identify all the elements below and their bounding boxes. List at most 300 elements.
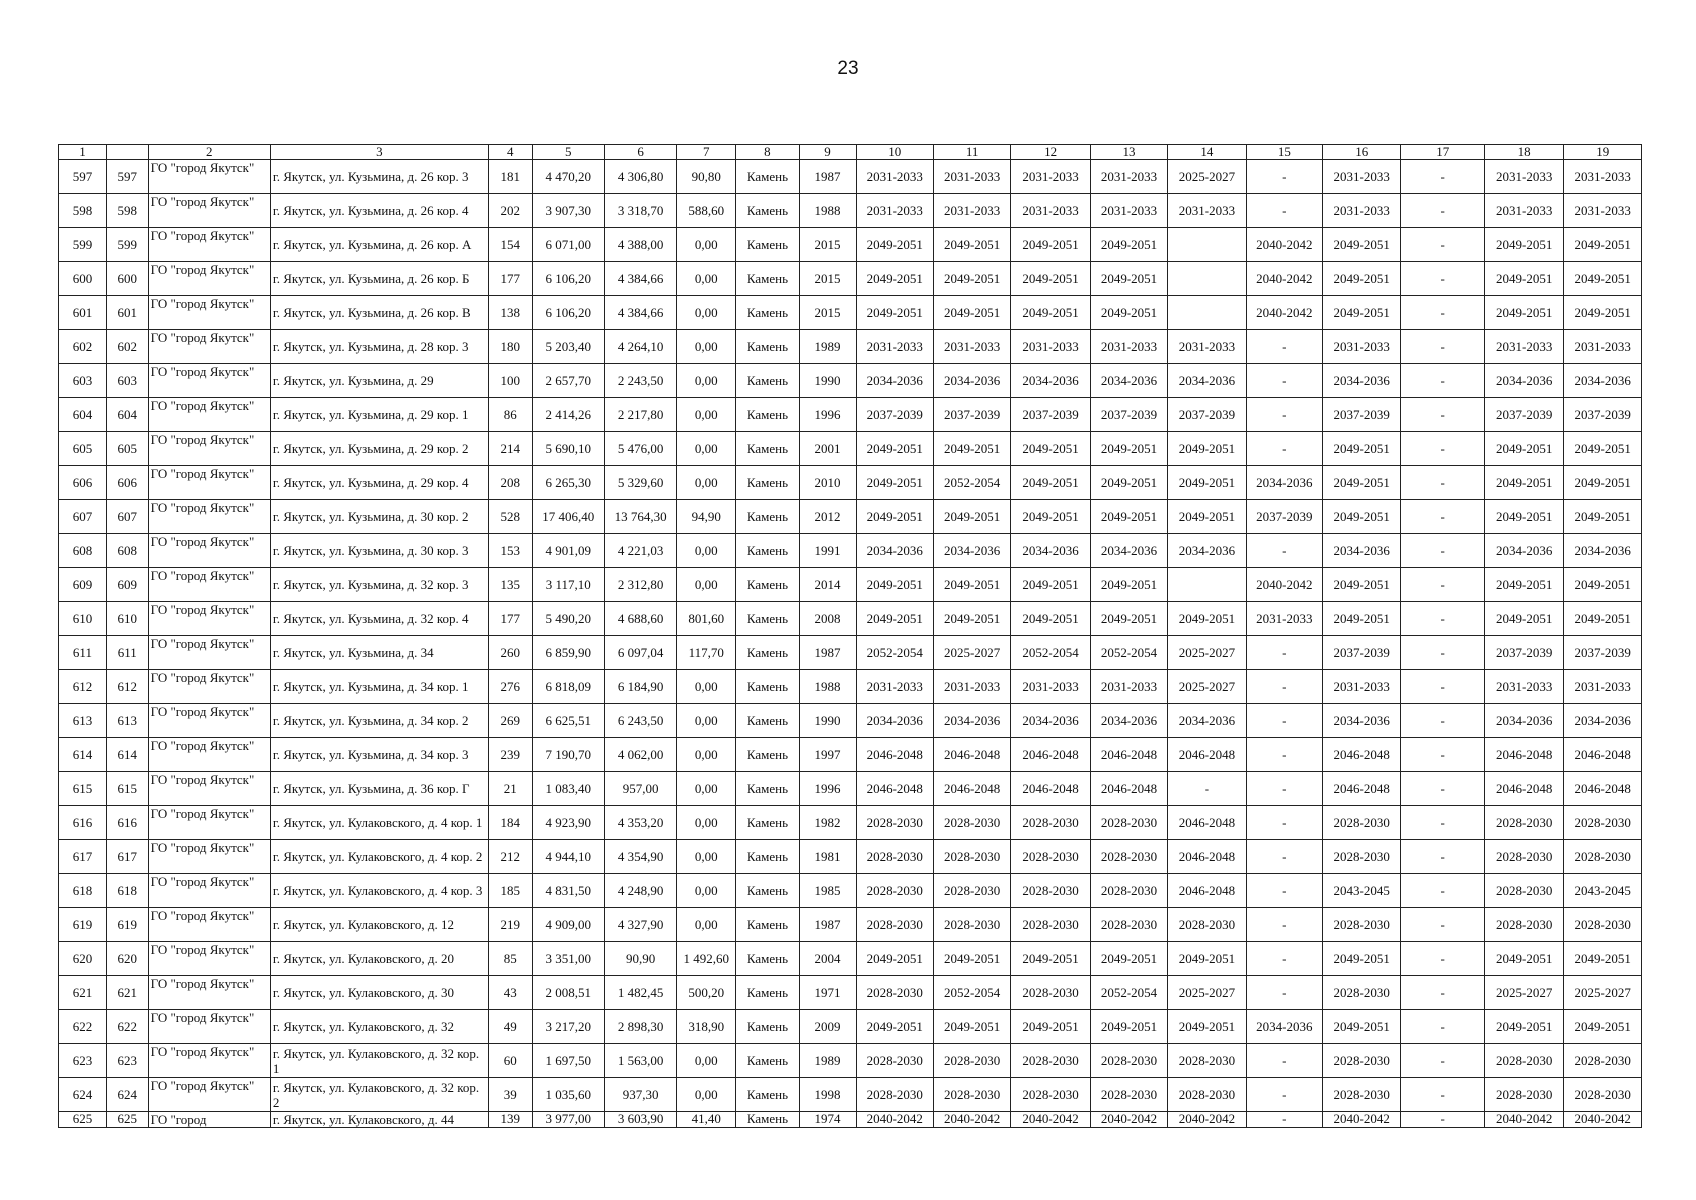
- table-cell-col-14: 2028-2030: [1090, 840, 1167, 874]
- table-cell-col-3: ГО "город Якутск": [148, 466, 270, 500]
- table-cell-col-16: -: [1246, 1044, 1322, 1078]
- table-cell-col-5: 181: [488, 160, 532, 194]
- table-cell-col-6: 6 106,20: [532, 262, 604, 296]
- table-cell-col-7: 4 062,00: [604, 738, 676, 772]
- table-cell-col-5: 528: [488, 500, 532, 534]
- table-cell-col-19: 2040-2042: [1484, 1112, 1563, 1128]
- table-cell-col-1: 597: [59, 160, 107, 194]
- table-cell-col-18: -: [1401, 568, 1485, 602]
- table-cell-col-11: 2046-2048: [856, 772, 933, 806]
- table-cell-col-14: 2046-2048: [1090, 772, 1167, 806]
- table-cell-col-8: 90,80: [677, 160, 736, 194]
- table-cell-col-5: 100: [488, 364, 532, 398]
- table-cell-col-17: 2049-2051: [1323, 942, 1401, 976]
- table-cell-col-9: Камень: [736, 772, 799, 806]
- table-cell-col-2: 597: [106, 160, 148, 194]
- table-cell-col-14: 2028-2030: [1090, 1078, 1167, 1112]
- table-cell-col-12: 2049-2051: [933, 296, 1010, 330]
- table-cell-col-3: ГО "город Якутск": [148, 228, 270, 262]
- table-cell-col-11: 2028-2030: [856, 1044, 933, 1078]
- table-cell-col-9: Камень: [736, 160, 799, 194]
- table-cell-col-2: 602: [106, 330, 148, 364]
- table-cell-col-4: г. Якутск, ул. Кулаковского, д. 32: [270, 1010, 488, 1044]
- table-cell-col-5: 180: [488, 330, 532, 364]
- table-cell-col-13: 2049-2051: [1011, 602, 1090, 636]
- table-cell-col-6: 7 190,70: [532, 738, 604, 772]
- table-cell-col-14: 2049-2051: [1090, 466, 1167, 500]
- table-cell-col-14: 2049-2051: [1090, 568, 1167, 602]
- header-row: [59, 145, 1642, 160]
- table-cell-col-16: -: [1246, 1078, 1322, 1112]
- table-cell-col-2: 621: [106, 976, 148, 1010]
- table-cell-col-13: 2028-2030: [1011, 908, 1090, 942]
- table-cell-col-16: -: [1246, 976, 1322, 1010]
- table-cell-col-6: 4 923,90: [532, 806, 604, 840]
- table-cell-col-3: ГО "город Якутск": [148, 500, 270, 534]
- table-cell-col-11: 2028-2030: [856, 1078, 933, 1112]
- table-cell-col-13: 2028-2030: [1011, 874, 1090, 908]
- table-cell-col-19: 2031-2033: [1484, 160, 1563, 194]
- table-cell-col-7: 2 243,50: [604, 364, 676, 398]
- table-cell-col-6: 6 625,51: [532, 704, 604, 738]
- column-header-12: 11: [933, 145, 1010, 160]
- table-cell-col-20: 2040-2042: [1564, 1112, 1642, 1128]
- table-cell-col-3: ГО "город Якутск": [148, 1010, 270, 1044]
- table-cell-col-7: 4 248,90: [604, 874, 676, 908]
- table-cell-col-20: 2049-2051: [1564, 466, 1642, 500]
- table-cell-col-10: 2015: [799, 228, 856, 262]
- table-cell-col-5: 214: [488, 432, 532, 466]
- table-cell-col-9: Камень: [736, 738, 799, 772]
- table-cell-col-1: 615: [59, 772, 107, 806]
- table-cell-col-16: 2040-2042: [1246, 262, 1322, 296]
- table-cell-col-11: 2049-2051: [856, 1010, 933, 1044]
- page-number: 23: [837, 58, 859, 79]
- table-cell-col-14: 2049-2051: [1090, 262, 1167, 296]
- table-cell-col-20: 2025-2027: [1564, 976, 1642, 1010]
- table-cell-col-4: г. Якутск, ул. Кузьмина, д. 26 кор. А: [270, 228, 488, 262]
- table-cell-col-12: 2034-2036: [933, 364, 1010, 398]
- table-row: [59, 228, 1642, 262]
- table-cell-col-4: г. Якутск, ул. Кулаковского, д. 44: [270, 1112, 488, 1128]
- table-cell-col-20: 2037-2039: [1564, 636, 1642, 670]
- table-cell-col-9: Камень: [736, 432, 799, 466]
- table-cell-col-4: г. Якутск, ул. Кузьмина, д. 28 кор. 3: [270, 330, 488, 364]
- table-cell-col-1: 606: [59, 466, 107, 500]
- table-cell-col-3: ГО "город Якутск": [148, 160, 270, 194]
- table-cell-col-5: 139: [488, 1112, 532, 1128]
- table-cell-col-2: 609: [106, 568, 148, 602]
- table-row: [59, 160, 1642, 194]
- table-cell-col-12: 2052-2054: [933, 976, 1010, 1010]
- table-cell-col-10: 1971: [799, 976, 856, 1010]
- table-cell-col-6: 4 909,00: [532, 908, 604, 942]
- table-cell-col-20: 2031-2033: [1564, 670, 1642, 704]
- table-cell-col-5: 177: [488, 262, 532, 296]
- column-header-18: 17: [1401, 145, 1485, 160]
- table-cell-col-5: 208: [488, 466, 532, 500]
- table-cell-col-16: -: [1246, 160, 1322, 194]
- table-cell-col-12: 2028-2030: [933, 908, 1010, 942]
- table-cell-col-15: -: [1168, 772, 1246, 806]
- table-cell-col-13: 2028-2030: [1011, 1078, 1090, 1112]
- table-cell-col-15: 2025-2027: [1168, 670, 1246, 704]
- table-cell-col-3: ГО "город Якутск": [148, 976, 270, 1010]
- table-cell-col-20: 2049-2051: [1564, 500, 1642, 534]
- table-cell-col-15: [1168, 568, 1246, 602]
- table-cell-col-7: 4 384,66: [604, 296, 676, 330]
- table-cell-col-15: 2049-2051: [1168, 1010, 1246, 1044]
- table-cell-col-9: Камень: [736, 636, 799, 670]
- column-header-13: 12: [1011, 145, 1090, 160]
- table-cell-col-14: 2037-2039: [1090, 398, 1167, 432]
- table-cell-col-6: 2 657,70: [532, 364, 604, 398]
- table-cell-col-14: 2034-2036: [1090, 704, 1167, 738]
- table-cell-col-3: ГО "город Якутск": [148, 1078, 270, 1112]
- table-cell-col-15: 2031-2033: [1168, 194, 1246, 228]
- table-cell-col-17: 2031-2033: [1323, 330, 1401, 364]
- table-row: [59, 806, 1642, 840]
- column-header-16: 15: [1246, 145, 1322, 160]
- table-cell-col-5: 86: [488, 398, 532, 432]
- table-cell-col-6: 3 117,10: [532, 568, 604, 602]
- table-cell-col-1: 625: [59, 1112, 107, 1128]
- table-cell-col-1: 603: [59, 364, 107, 398]
- table-cell-col-20: 2049-2051: [1564, 432, 1642, 466]
- table-cell-col-7: 4 384,66: [604, 262, 676, 296]
- table-cell-col-2: 615: [106, 772, 148, 806]
- table-cell-col-9: Камень: [736, 330, 799, 364]
- table-cell-col-18: -: [1401, 976, 1485, 1010]
- table-cell-col-12: 2028-2030: [933, 806, 1010, 840]
- table-cell-col-15: 2049-2051: [1168, 942, 1246, 976]
- table-cell-col-16: -: [1246, 908, 1322, 942]
- table-cell-col-9: Камень: [736, 908, 799, 942]
- table-cell-col-1: 613: [59, 704, 107, 738]
- table-cell-col-8: 1 492,60: [677, 942, 736, 976]
- table-cell-col-11: 2034-2036: [856, 704, 933, 738]
- table-cell-col-19: 2034-2036: [1484, 364, 1563, 398]
- table-cell-col-5: 269: [488, 704, 532, 738]
- table-cell-col-6: 6 106,20: [532, 296, 604, 330]
- table-cell-col-14: 2049-2051: [1090, 1010, 1167, 1044]
- table-cell-col-1: 614: [59, 738, 107, 772]
- table-cell-col-3: ГО "город Якутск": [148, 738, 270, 772]
- table-cell-col-18: -: [1401, 228, 1485, 262]
- table-cell-col-6: 3 217,20: [532, 1010, 604, 1044]
- table-cell-col-7: 4 388,00: [604, 228, 676, 262]
- table-cell-col-11: 2028-2030: [856, 908, 933, 942]
- table-cell-col-10: 1987: [799, 908, 856, 942]
- table-cell-col-17: 2031-2033: [1323, 670, 1401, 704]
- table-cell-col-2: 614: [106, 738, 148, 772]
- table-row: [59, 908, 1642, 942]
- table-cell-col-8: 0,00: [677, 670, 736, 704]
- table-cell-col-19: 2034-2036: [1484, 704, 1563, 738]
- table-cell-col-13: 2031-2033: [1011, 194, 1090, 228]
- table-cell-col-8: 0,00: [677, 772, 736, 806]
- table-cell-col-18: -: [1401, 160, 1485, 194]
- table-cell-col-11: 2052-2054: [856, 636, 933, 670]
- table-cell-col-18: -: [1401, 500, 1485, 534]
- table-cell-col-8: 0,00: [677, 704, 736, 738]
- table-cell-col-13: 2028-2030: [1011, 1044, 1090, 1078]
- table-cell-col-8: 0,00: [677, 296, 736, 330]
- table-cell-col-19: 2028-2030: [1484, 908, 1563, 942]
- table-cell-col-1: 601: [59, 296, 107, 330]
- table-cell-col-14: 2049-2051: [1090, 228, 1167, 262]
- table-row: [59, 1044, 1642, 1078]
- table-cell-col-3: ГО "город Якутск": [148, 296, 270, 330]
- table-cell-col-3: ГО "город Якутск": [148, 908, 270, 942]
- table-cell-col-8: 0,00: [677, 568, 736, 602]
- table-cell-col-19: 2049-2051: [1484, 296, 1563, 330]
- column-header-5: 4: [488, 145, 532, 160]
- table-cell-col-2: 617: [106, 840, 148, 874]
- table-cell-col-8: 0,00: [677, 398, 736, 432]
- table-cell-col-8: 41,40: [677, 1112, 736, 1128]
- table-cell-col-15: [1168, 262, 1246, 296]
- table-cell-col-11: 2046-2048: [856, 738, 933, 772]
- table-cell-col-7: 4 688,60: [604, 602, 676, 636]
- table-cell-col-7: 5 329,60: [604, 466, 676, 500]
- table-cell-col-2: 619: [106, 908, 148, 942]
- table-cell-col-12: 2052-2054: [933, 466, 1010, 500]
- table-cell-col-9: Камень: [736, 704, 799, 738]
- table-cell-col-14: 2034-2036: [1090, 534, 1167, 568]
- table-cell-col-20: 2031-2033: [1564, 160, 1642, 194]
- table-cell-col-20: 2028-2030: [1564, 908, 1642, 942]
- table-cell-col-19: 2049-2051: [1484, 568, 1563, 602]
- table-cell-col-13: 2049-2051: [1011, 296, 1090, 330]
- table-cell-col-18: -: [1401, 874, 1485, 908]
- table-cell-col-10: 1985: [799, 874, 856, 908]
- table-cell-col-1: 602: [59, 330, 107, 364]
- table-cell-col-10: 2008: [799, 602, 856, 636]
- table-cell-col-16: 2031-2033: [1246, 602, 1322, 636]
- table-cell-col-18: -: [1401, 534, 1485, 568]
- table-cell-col-7: 4 264,10: [604, 330, 676, 364]
- table-cell-col-1: 623: [59, 1044, 107, 1078]
- table-cell-col-11: 2028-2030: [856, 976, 933, 1010]
- table-row: [59, 772, 1642, 806]
- table-cell-col-1: 604: [59, 398, 107, 432]
- table-cell-col-9: Камень: [736, 602, 799, 636]
- table-cell-col-6: 3 907,30: [532, 194, 604, 228]
- table-cell-col-12: 2031-2033: [933, 330, 1010, 364]
- table-cell-col-18: -: [1401, 364, 1485, 398]
- table-cell-col-18: -: [1401, 194, 1485, 228]
- table-cell-col-3: ГО "город Якутск": [148, 942, 270, 976]
- table-row: [59, 942, 1642, 976]
- table-row: [59, 364, 1642, 398]
- table-cell-col-4: г. Якутск, ул. Кулаковского, д. 4 кор. 3: [270, 874, 488, 908]
- table-cell-col-5: 154: [488, 228, 532, 262]
- table-cell-col-13: 2031-2033: [1011, 160, 1090, 194]
- table-cell-col-20: 2028-2030: [1564, 840, 1642, 874]
- table-cell-col-13: 2028-2030: [1011, 806, 1090, 840]
- table-cell-col-2: 604: [106, 398, 148, 432]
- table-cell-col-1: 617: [59, 840, 107, 874]
- table-cell-col-18: -: [1401, 432, 1485, 466]
- table-cell-col-14: 2031-2033: [1090, 160, 1167, 194]
- table-cell-col-2: 606: [106, 466, 148, 500]
- table-cell-col-7: 5 476,00: [604, 432, 676, 466]
- column-header-10: 9: [799, 145, 856, 160]
- column-header-11: 10: [856, 145, 933, 160]
- table-cell-col-2: 623: [106, 1044, 148, 1078]
- table-cell-col-7: 13 764,30: [604, 500, 676, 534]
- table-row: [59, 330, 1642, 364]
- table-row: [59, 670, 1642, 704]
- table-cell-col-1: 598: [59, 194, 107, 228]
- table-cell-col-15: 2046-2048: [1168, 874, 1246, 908]
- table-cell-col-10: 2004: [799, 942, 856, 976]
- table-cell-col-8: 0,00: [677, 840, 736, 874]
- table-cell-col-20: 2049-2051: [1564, 942, 1642, 976]
- table-cell-col-18: -: [1401, 772, 1485, 806]
- table-cell-col-4: г. Якутск, ул. Кузьмина, д. 26 кор. 3: [270, 160, 488, 194]
- table-cell-col-18: -: [1401, 398, 1485, 432]
- table-cell-col-7: 1 482,45: [604, 976, 676, 1010]
- table-cell-col-3: ГО "город Якутск": [148, 602, 270, 636]
- table-cell-col-13: 2049-2051: [1011, 500, 1090, 534]
- table-cell-col-20: 2031-2033: [1564, 330, 1642, 364]
- table-cell-col-11: 2049-2051: [856, 500, 933, 534]
- table-cell-col-17: 2028-2030: [1323, 908, 1401, 942]
- table-cell-col-10: 1996: [799, 772, 856, 806]
- table-cell-col-4: г. Якутск, ул. Кулаковского, д. 4 кор. 2: [270, 840, 488, 874]
- table-cell-col-10: 2015: [799, 262, 856, 296]
- table-cell-col-1: 616: [59, 806, 107, 840]
- table-cell-col-11: 2049-2051: [856, 568, 933, 602]
- table-cell-col-11: 2049-2051: [856, 432, 933, 466]
- table-cell-col-17: 2028-2030: [1323, 806, 1401, 840]
- table-cell-col-13: 2049-2051: [1011, 228, 1090, 262]
- table-cell-col-18: -: [1401, 1044, 1485, 1078]
- table-cell-col-20: 2046-2048: [1564, 738, 1642, 772]
- table-cell-col-17: 2031-2033: [1323, 160, 1401, 194]
- table-cell-col-14: 2049-2051: [1090, 500, 1167, 534]
- table-cell-col-1: 624: [59, 1078, 107, 1112]
- table-cell-col-18: -: [1401, 296, 1485, 330]
- table-cell-col-17: 2037-2039: [1323, 636, 1401, 670]
- table-cell-col-10: 1989: [799, 1044, 856, 1078]
- table-cell-col-13: 2037-2039: [1011, 398, 1090, 432]
- table-cell-col-13: 2049-2051: [1011, 1010, 1090, 1044]
- table-cell-col-18: -: [1401, 1112, 1485, 1128]
- table-cell-col-18: -: [1401, 942, 1485, 976]
- table-cell-col-1: 607: [59, 500, 107, 534]
- table-row: [59, 1078, 1642, 1112]
- table-cell-col-14: 2034-2036: [1090, 364, 1167, 398]
- table-cell-col-16: -: [1246, 806, 1322, 840]
- table-cell-col-19: 2049-2051: [1484, 262, 1563, 296]
- table-cell-col-2: 625: [106, 1112, 148, 1128]
- table-cell-col-7: 6 243,50: [604, 704, 676, 738]
- table-cell-col-10: 1982: [799, 806, 856, 840]
- table-cell-col-13: 2046-2048: [1011, 738, 1090, 772]
- table-cell-col-11: 2028-2030: [856, 840, 933, 874]
- table-cell-col-9: Камень: [736, 874, 799, 908]
- table-cell-col-12: 2034-2036: [933, 534, 1010, 568]
- table-cell-col-4: г. Якутск, ул. Кулаковского, д. 30: [270, 976, 488, 1010]
- table-cell-col-20: 2034-2036: [1564, 704, 1642, 738]
- table-cell-col-6: 1 697,50: [532, 1044, 604, 1078]
- table-cell-col-18: -: [1401, 1078, 1485, 1112]
- table-cell-col-14: 2028-2030: [1090, 1044, 1167, 1078]
- table-cell-col-6: 5 490,20: [532, 602, 604, 636]
- table-cell-col-3: ГО "город Якутск": [148, 534, 270, 568]
- table-cell-col-1: 599: [59, 228, 107, 262]
- table-cell-col-15: 2049-2051: [1168, 432, 1246, 466]
- table-cell-col-19: 2046-2048: [1484, 772, 1563, 806]
- table-cell-col-9: Камень: [736, 1078, 799, 1112]
- table-cell-col-8: 0,00: [677, 466, 736, 500]
- table-cell-col-3: ГО "город Якутск": [148, 670, 270, 704]
- table-cell-col-17: 2049-2051: [1323, 500, 1401, 534]
- table-cell-col-3: ГО "город Якутск": [148, 262, 270, 296]
- table-row: [59, 262, 1642, 296]
- table-cell-col-8: 801,60: [677, 602, 736, 636]
- table-cell-col-10: 1997: [799, 738, 856, 772]
- table-cell-col-13: 2049-2051: [1011, 432, 1090, 466]
- table-cell-col-5: 135: [488, 568, 532, 602]
- table-cell-col-9: Камень: [736, 534, 799, 568]
- table-cell-col-15: 2049-2051: [1168, 602, 1246, 636]
- table-cell-col-19: 2028-2030: [1484, 806, 1563, 840]
- table-cell-col-2: 601: [106, 296, 148, 330]
- table-cell-col-11: 2049-2051: [856, 262, 933, 296]
- table-cell-col-10: 1990: [799, 704, 856, 738]
- table-cell-col-5: 212: [488, 840, 532, 874]
- table-cell-col-1: 605: [59, 432, 107, 466]
- table-cell-col-11: 2034-2036: [856, 534, 933, 568]
- table-cell-col-16: -: [1246, 738, 1322, 772]
- table-cell-col-7: 4 327,90: [604, 908, 676, 942]
- table-cell-col-3: ГО "город Якутск": [148, 194, 270, 228]
- table-cell-col-3: ГО "город Якутск": [148, 806, 270, 840]
- table-cell-col-9: Камень: [736, 398, 799, 432]
- table-cell-col-3: ГО "город Якутск": [148, 330, 270, 364]
- table-cell-col-10: 1996: [799, 398, 856, 432]
- table-cell-col-10: 1998: [799, 1078, 856, 1112]
- table-cell-col-20: 2031-2033: [1564, 194, 1642, 228]
- table-cell-col-16: 2040-2042: [1246, 568, 1322, 602]
- table-cell-col-19: 2028-2030: [1484, 1044, 1563, 1078]
- table-cell-col-13: 2052-2054: [1011, 636, 1090, 670]
- table-cell-col-11: 2049-2051: [856, 602, 933, 636]
- table-cell-col-10: 1988: [799, 670, 856, 704]
- table-cell-col-19: 2031-2033: [1484, 330, 1563, 364]
- table-cell-col-19: 2028-2030: [1484, 874, 1563, 908]
- table-cell-col-6: 2 008,51: [532, 976, 604, 1010]
- table-cell-col-19: 2034-2036: [1484, 534, 1563, 568]
- table-cell-col-3: ГО "город Якутск": [148, 1044, 270, 1078]
- table-cell-col-14: 2031-2033: [1090, 194, 1167, 228]
- table-cell-col-18: -: [1401, 738, 1485, 772]
- table-cell-col-10: 1987: [799, 636, 856, 670]
- table-cell-col-6: 6 265,30: [532, 466, 604, 500]
- table-cell-col-2: 605: [106, 432, 148, 466]
- table-cell-col-14: 2052-2054: [1090, 976, 1167, 1010]
- table-cell-col-17: 2028-2030: [1323, 976, 1401, 1010]
- table-cell-col-20: 2028-2030: [1564, 1078, 1642, 1112]
- table-cell-col-4: г. Якутск, ул. Кузьмина, д. 30 кор. 3: [270, 534, 488, 568]
- table-cell-col-15: 2025-2027: [1168, 976, 1246, 1010]
- table-cell-col-13: 2034-2036: [1011, 364, 1090, 398]
- table-cell-col-10: 2001: [799, 432, 856, 466]
